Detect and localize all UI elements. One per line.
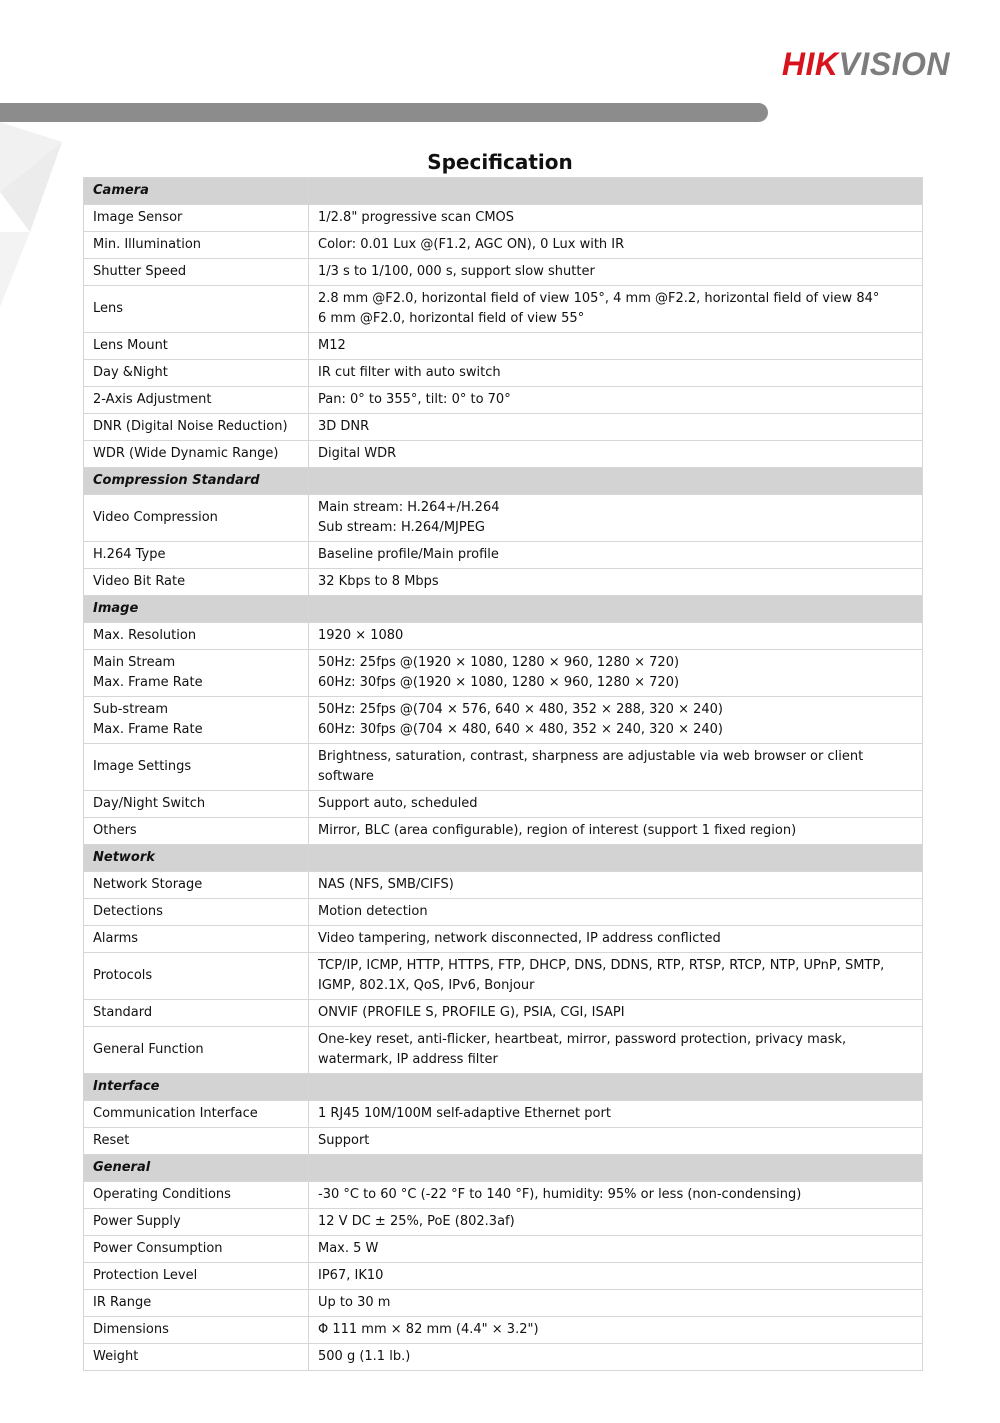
spec-value-line: 1 RJ45 10M/100M self-adaptive Ethernet port: [318, 1105, 611, 1121]
spec-value-line: 60Hz: 30fps @(704 × 480, 640 × 480, 352 × 240, 320 × 240): [318, 722, 723, 737]
section-title: Interface: [84, 1074, 309, 1101]
spec-label: [84, 286, 309, 333]
spec-label-line: WDR (Wide Dynamic Range): [93, 445, 279, 461]
spec-label: [84, 953, 309, 1000]
spec-label-line: Standard: [93, 1004, 153, 1020]
spec-value: [309, 872, 923, 899]
spec-label-line: Others: [93, 822, 137, 838]
spec-value-line: NAS (NFS, SMB/CIFS): [318, 876, 454, 892]
spec-label-line: Protocols: [93, 967, 153, 983]
spec-row: [84, 333, 923, 360]
spec-label-line: DNR (Digital Noise Reduction): [93, 418, 288, 434]
spec-label: [84, 232, 309, 259]
spec-value-line: Main stream: H.264+/H.264: [318, 499, 500, 515]
spec-row: [84, 818, 923, 845]
spec-row: [84, 899, 923, 926]
spec-row: [84, 1101, 923, 1128]
spec-row: [84, 1317, 923, 1344]
spec-value-line: Pan: 0° to 355°, tilt: 0° to 70°: [318, 391, 511, 407]
spec-label: [84, 259, 309, 286]
spec-value: [309, 1317, 923, 1344]
spec-row: [84, 791, 923, 818]
spec-label: [84, 1027, 309, 1074]
spec-value-line: ONVIF (PROFILE S, PROFILE G), PSIA, CGI, ISAPI: [318, 1004, 625, 1020]
spec-label-line: Power Supply: [93, 1213, 181, 1229]
spec-value-line: 6 mm @F2.0, horizontal field of view 55°: [318, 311, 585, 326]
spec-value: [309, 650, 923, 697]
section-header: [84, 596, 923, 623]
spec-value: [309, 259, 923, 286]
spec-label-line: Shutter Speed: [93, 263, 187, 279]
section-title: General: [84, 1155, 309, 1182]
section-header: [84, 468, 923, 495]
spec-label: [84, 205, 309, 232]
spec-label-line: Image Sensor: [93, 209, 183, 225]
spec-value-line: Baseline profile/Main profile: [318, 546, 499, 562]
section-header-blank: [309, 845, 923, 872]
page-title: Specification: [427, 150, 573, 174]
spec-value-line: Max. 5 W: [318, 1240, 379, 1256]
section-header-blank: [309, 596, 923, 623]
spec-table: [83, 177, 923, 1371]
spec-label: [84, 1128, 309, 1155]
spec-row: [84, 259, 923, 286]
spec-label-line: Reset: [93, 1132, 130, 1148]
spec-label-line: Dimensions: [93, 1321, 169, 1337]
spec-value-line: IP67, IK10: [318, 1267, 384, 1283]
spec-label-line: General Function: [93, 1041, 204, 1057]
spec-label: [84, 414, 309, 441]
spec-value-line: Video tampering, network disconnected, IP address conflicted: [318, 930, 721, 946]
spec-value: [309, 441, 923, 468]
spec-row: [84, 1182, 923, 1209]
spec-value-line: Brightness, saturation, contrast, sharpness are adjustable via web browser or client software: [318, 748, 864, 784]
spec-row: [84, 1027, 923, 1074]
spec-label-line: Day &Night: [93, 364, 168, 380]
spec-value: [309, 623, 923, 650]
spec-label-line: Detections: [93, 903, 163, 919]
spec-label: [84, 1000, 309, 1027]
spec-label: [84, 1344, 309, 1371]
spec-row: [84, 414, 923, 441]
spec-row: [84, 623, 923, 650]
spec-label: [84, 360, 309, 387]
spec-label-line: Protection Level: [93, 1267, 198, 1283]
spec-value: [309, 333, 923, 360]
spec-value-line: 12 V DC ± 25%, PoE (802.3af): [318, 1213, 515, 1229]
spec-value: [309, 360, 923, 387]
spec-label: [84, 1263, 309, 1290]
spec-row: [84, 569, 923, 596]
spec-label-line: H.264 Type: [93, 546, 166, 562]
spec-label: [84, 387, 309, 414]
spec-label: [84, 744, 309, 791]
section-title: Image: [84, 596, 309, 623]
section-header-blank: [309, 468, 923, 495]
spec-label-line: Communication Interface: [93, 1105, 258, 1121]
spec-value: [309, 1101, 923, 1128]
spec-value: [309, 953, 923, 1000]
spec-row: [84, 286, 923, 333]
spec-value-line: 50Hz: 25fps @(704 × 576, 640 × 480, 352 × 288, 320 × 240): [318, 701, 723, 717]
spec-label-line: Video Compression: [93, 509, 218, 525]
spec-label-line: Max. Frame Rate: [93, 722, 203, 737]
spec-row: [84, 495, 923, 542]
spec-value-line: 1/3 s to 1/100, 000 s, support slow shutter: [318, 263, 595, 279]
spec-row: [84, 1000, 923, 1027]
spec-value: [309, 1128, 923, 1155]
spec-value-line: 1/2.8" progressive scan CMOS: [318, 209, 515, 225]
section-title: Network: [84, 845, 309, 872]
spec-label-line: 2-Axis Adjustment: [93, 391, 212, 407]
spec-row: [84, 1236, 923, 1263]
spec-label-line: Weight: [93, 1348, 139, 1364]
spec-value: [309, 1236, 923, 1263]
spec-label: [84, 650, 309, 697]
spec-value-line: Digital WDR: [318, 445, 397, 461]
spec-label: [84, 899, 309, 926]
spec-value: [309, 1000, 923, 1027]
spec-value: [309, 232, 923, 259]
spec-label-line: Max. Frame Rate: [93, 675, 203, 690]
spec-value-line: Color: 0.01 Lux @(F1.2, AGC ON), 0 Lux with IR: [318, 236, 625, 252]
section-header: [84, 1074, 923, 1101]
spec-label-line: Day/Night Switch: [93, 795, 206, 811]
spec-label: [84, 1290, 309, 1317]
spec-row: [84, 441, 923, 468]
section-title: Compression Standard: [84, 468, 309, 495]
spec-value: [309, 1344, 923, 1371]
spec-label-line: Video Bit Rate: [93, 573, 186, 589]
spec-row: [84, 697, 923, 744]
section-header-blank: [309, 1074, 923, 1101]
spec-label-line: Lens Mount: [93, 337, 168, 353]
spec-label-line: Alarms: [93, 930, 139, 946]
brand-logo-part2: VISION: [838, 46, 950, 82]
spec-value-line: Up to 30 m: [318, 1294, 391, 1310]
section-title: Camera: [84, 178, 309, 205]
spec-value: [309, 1182, 923, 1209]
spec-label: [84, 1236, 309, 1263]
section-header-blank: [309, 178, 923, 205]
spec-label: [84, 926, 309, 953]
spec-row: [84, 1344, 923, 1371]
spec-value: [309, 1290, 923, 1317]
spec-value-line: 32 Kbps to 8 Mbps: [318, 573, 439, 589]
spec-value-line: 60Hz: 30fps @(1920 × 1080, 1280 × 960, 1280 × 720): [318, 675, 680, 690]
spec-label: [84, 1182, 309, 1209]
spec-value-line: 50Hz: 25fps @(1920 × 1080, 1280 × 960, 1280 × 720): [318, 654, 680, 670]
spec-value-line: 2.8 mm @F2.0, horizontal field of view 105°, 4 mm @F2.2, horizontal field of view 84°: [318, 290, 880, 306]
spec-value-line: IR cut filter with auto switch: [318, 364, 501, 380]
header-bar: [0, 103, 768, 122]
spec-value: [309, 1263, 923, 1290]
spec-value: [309, 286, 923, 333]
spec-value-line: Support auto, scheduled: [318, 795, 478, 811]
spec-label: [84, 1209, 309, 1236]
spec-value: [309, 818, 923, 845]
spec-row: [84, 360, 923, 387]
spec-label-line: Power Consumption: [93, 1240, 223, 1256]
spec-row: [84, 1209, 923, 1236]
spec-value-line: 3D DNR: [318, 418, 370, 434]
spec-value: [309, 414, 923, 441]
spec-value: [309, 387, 923, 414]
spec-value: [309, 1209, 923, 1236]
spec-value: [309, 791, 923, 818]
spec-value-line: Sub stream: H.264/MJPEG: [318, 520, 485, 535]
spec-label-line: Lens: [93, 300, 124, 316]
spec-label-line: Network Storage: [93, 876, 203, 892]
spec-label-line: Min. Illumination: [93, 236, 202, 252]
spec-label-line: Max. Resolution: [93, 627, 197, 643]
spec-value: [309, 205, 923, 232]
spec-value-line: One-key reset, anti-flicker, heartbeat, mirror, password protection, privacy mask, watermark, IP address filter: [318, 1031, 847, 1067]
spec-value: [309, 697, 923, 744]
spec-label: [84, 542, 309, 569]
spec-row: [84, 872, 923, 899]
section-header-blank: [309, 1155, 923, 1182]
spec-label: [84, 569, 309, 596]
spec-value-line: Support: [318, 1132, 370, 1148]
spec-label: [84, 333, 309, 360]
brand-logo: [782, 44, 950, 84]
spec-label: [84, 495, 309, 542]
spec-row: [84, 744, 923, 791]
spec-label-line: Operating Conditions: [93, 1186, 231, 1202]
spec-label: [84, 623, 309, 650]
spec-row: [84, 205, 923, 232]
spec-label-line: IR Range: [93, 1294, 152, 1310]
spec-label-line: Image Settings: [93, 758, 192, 774]
spec-value: [309, 495, 923, 542]
spec-row: [84, 1290, 923, 1317]
spec-value: [309, 899, 923, 926]
section-header: [84, 845, 923, 872]
section-header: [84, 178, 923, 205]
spec-value-line: Motion detection: [318, 903, 428, 919]
spec-label-line: Main Stream: [93, 654, 176, 670]
spec-row: [84, 1128, 923, 1155]
spec-row: [84, 1263, 923, 1290]
spec-value-line: M12: [318, 337, 346, 353]
spec-label: [84, 1317, 309, 1344]
brand-logo-part1: HIK: [781, 46, 839, 82]
spec-value-line: TCP/IP, ICMP, HTTP, HTTPS, FTP, DHCP, DNS, DDNS, RTP, RTSP, RTCP, NTP, UPnP, SMTP, IGMP, 802.1X, QoS, IPv6, Bonjour: [318, 957, 885, 993]
spec-value: [309, 926, 923, 953]
spec-value-line: Φ 111 mm × 82 mm (4.4" × 3.2"): [318, 1321, 539, 1337]
spec-value-line: 1920 × 1080: [318, 627, 404, 643]
spec-value: [309, 542, 923, 569]
spec-value: [309, 744, 923, 791]
spec-row: [84, 953, 923, 1000]
spec-label-line: Sub-stream: [93, 701, 168, 717]
spec-value: [309, 1027, 923, 1074]
spec-row: [84, 387, 923, 414]
spec-label: [84, 791, 309, 818]
spec-label: [84, 818, 309, 845]
spec-value-line: 500 g (1.1 lb.): [318, 1348, 411, 1364]
spec-label: [84, 1101, 309, 1128]
spec-row: [84, 926, 923, 953]
spec-label: [84, 441, 309, 468]
spec-row: [84, 542, 923, 569]
spec-value: [309, 569, 923, 596]
spec-value-line: Mirror, BLC (area configurable), region of interest (support 1 fixed region): [318, 822, 797, 838]
spec-value-line: -30 °C to 60 °C (-22 °F to 140 °F), humidity: 95% or less (non-condensing): [318, 1186, 802, 1202]
spec-label: [84, 697, 309, 744]
spec-label: [84, 872, 309, 899]
spec-row: [84, 650, 923, 697]
section-header: [84, 1155, 923, 1182]
spec-row: [84, 232, 923, 259]
